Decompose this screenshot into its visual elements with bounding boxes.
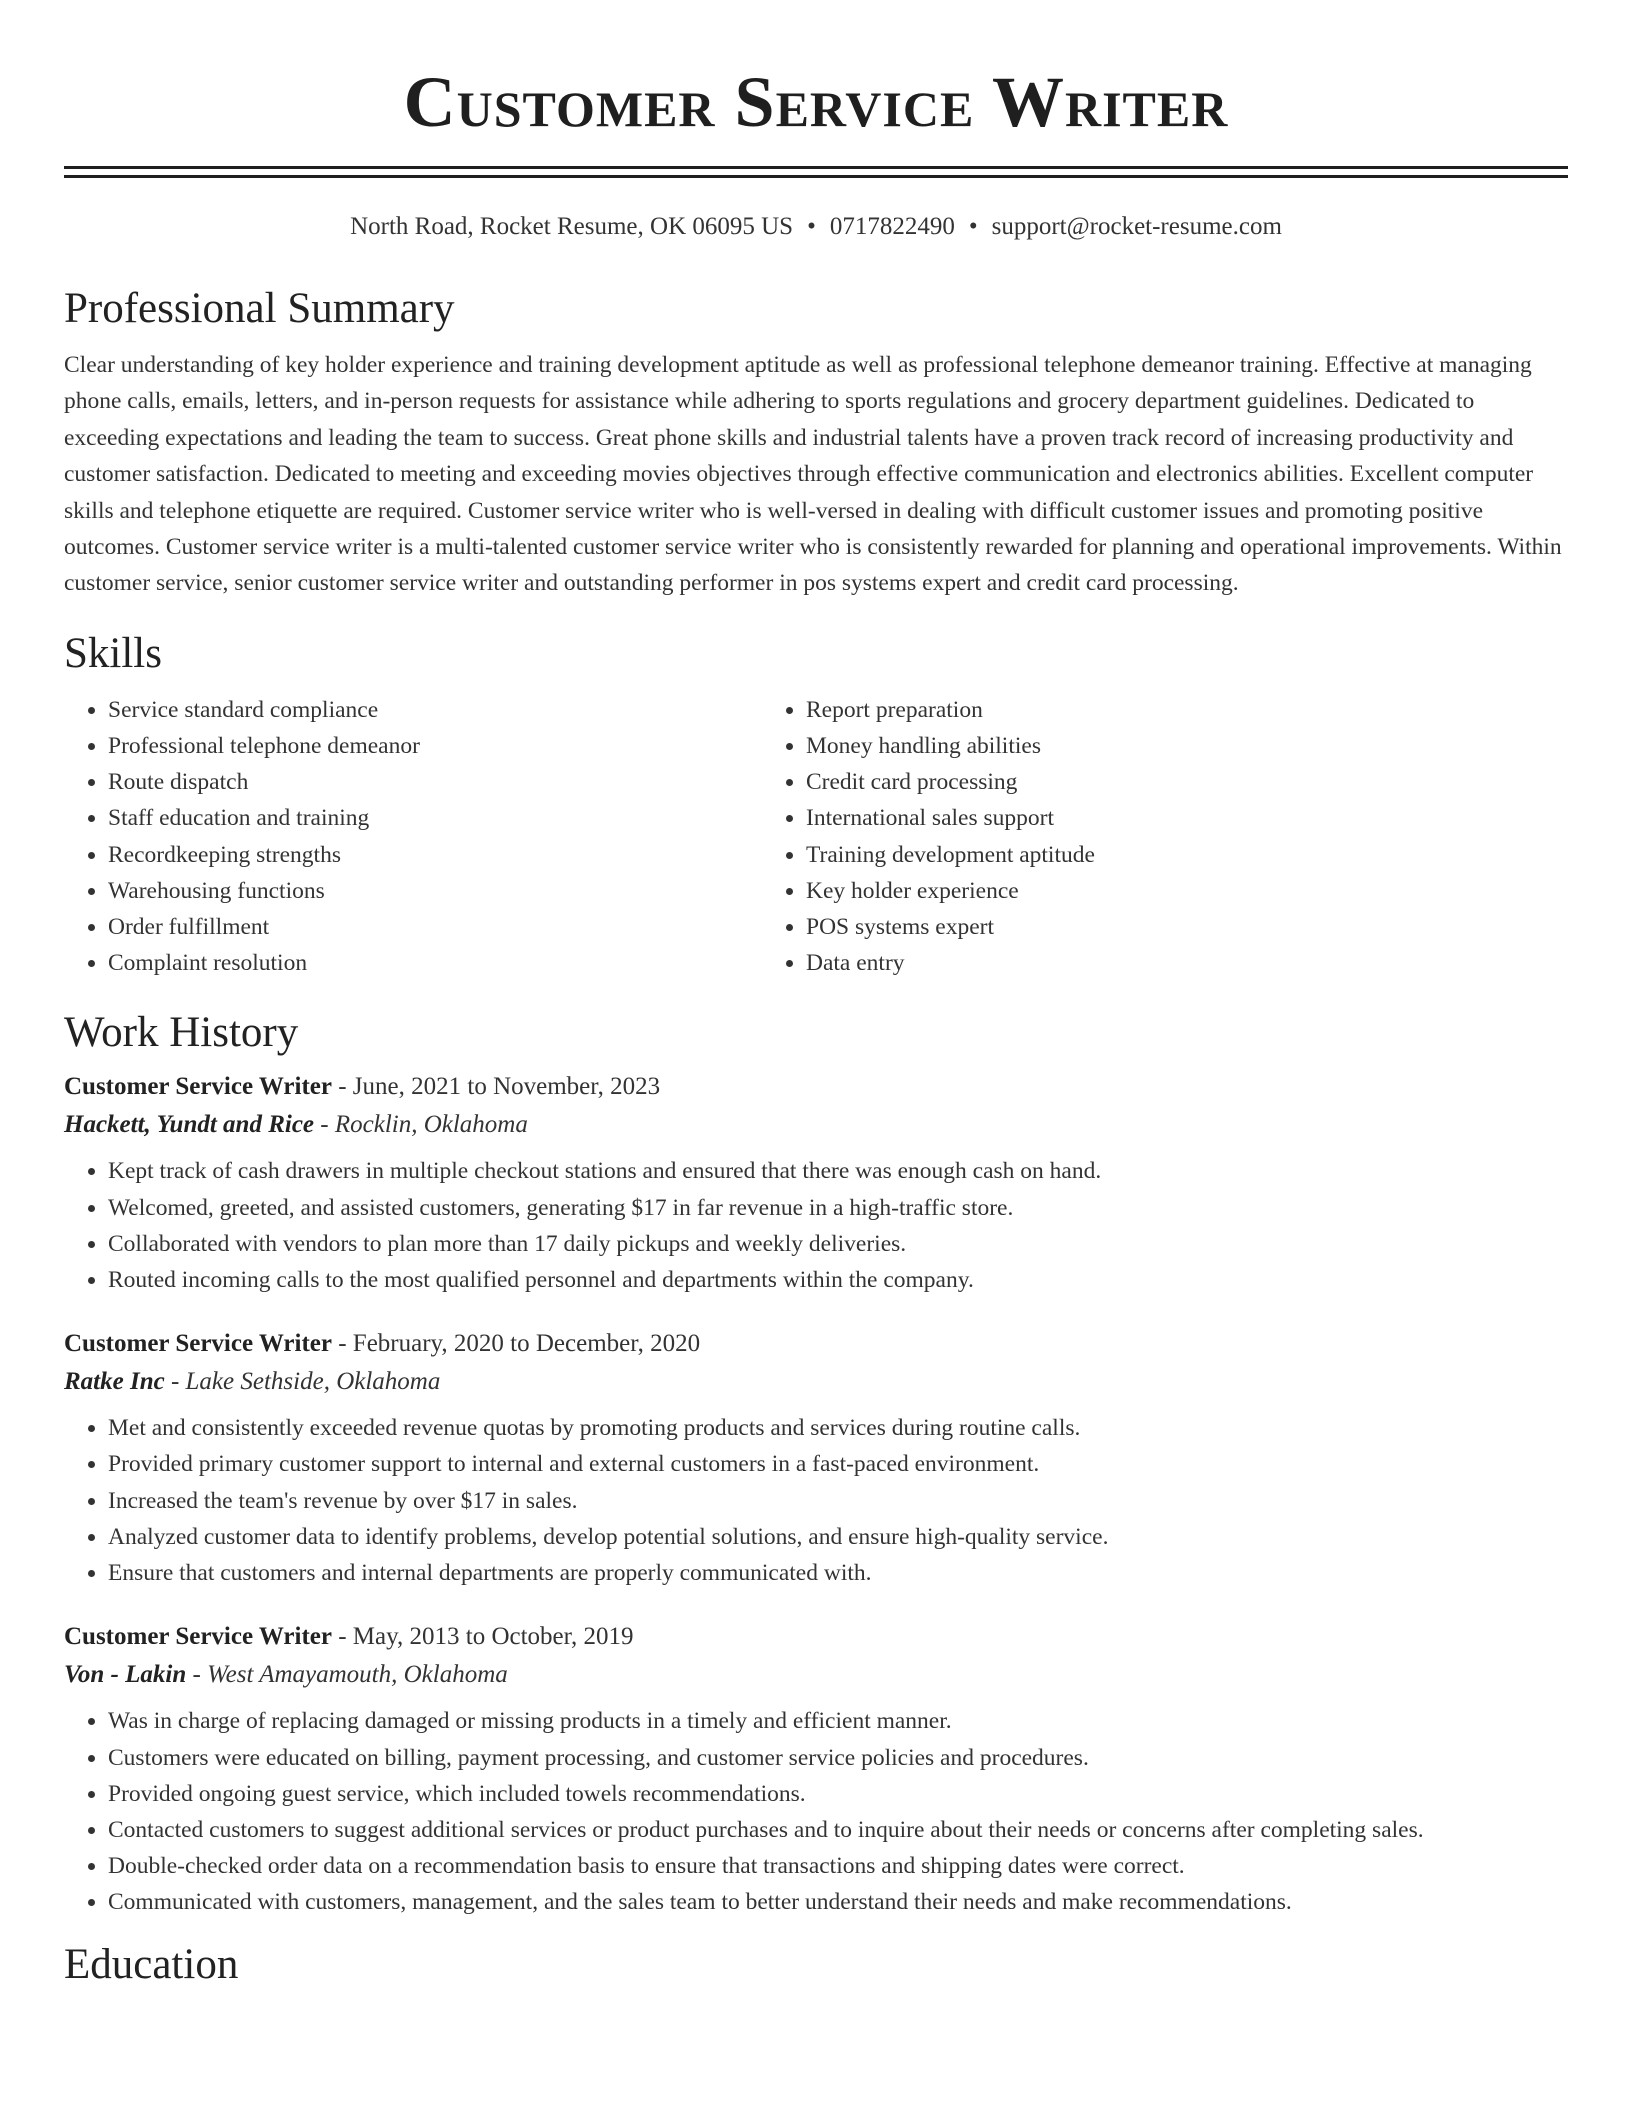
resume-name: Customer Service Writer: [403, 62, 1229, 142]
job-bullet: • Ensure that customers and internal departments are properly communicated with.: [108, 1555, 1568, 1591]
contact-address: North Road, Rocket Resume, OK 06095 US: [350, 213, 794, 240]
job-bullet: • Met and consistently exceeded revenue quotas by promoting products and services during routine calls.: [108, 1410, 1568, 1446]
section-title-work-history: Work History: [64, 1009, 299, 1057]
job-bullet: • Increased the team's revenue by over $17 in sales.: [108, 1483, 1568, 1519]
section-title-education: Education: [64, 1940, 239, 1988]
job-role: Customer Service Writer: [64, 1623, 332, 1651]
job-dates: - June, 2021 to November, 2023: [338, 1073, 661, 1101]
skill-item: • International sales support: [806, 800, 1504, 836]
job-entry: [64, 1069, 1568, 1298]
job-bullet: • Communicated with customers, management, and the sales team to better understand their needs and make recommendations.: [108, 1884, 1568, 1920]
job-bullet: • Routed incoming calls to the most qualified personnel and departments within the company.: [108, 1262, 1568, 1298]
header-rule-top: [64, 166, 1568, 169]
job-entry: [64, 1619, 1568, 1920]
job-dates: - May, 2013 to October, 2019: [338, 1623, 634, 1651]
skill-item: • Report preparation: [806, 692, 1504, 728]
skill-item: • Route dispatch: [108, 764, 762, 800]
job-bullets: [64, 1703, 1568, 1920]
job-dates: - February, 2020 to December, 2020: [338, 1330, 701, 1358]
skills-column-right: [762, 692, 1504, 982]
job-location: - West Amayamouth, Oklahoma: [192, 1661, 508, 1689]
job-bullet: • Provided ongoing guest service, which included towels recommendations.: [108, 1776, 1568, 1812]
contact-separator: •: [807, 213, 816, 240]
job-bullets: [64, 1410, 1568, 1591]
header-rule-bottom: [64, 175, 1568, 178]
job-role: Customer Service Writer: [64, 1073, 332, 1101]
job-bullet: • Provided primary customer support to internal and external customers in a fast-paced environment.: [108, 1446, 1568, 1482]
skill-item: • Recordkeeping strengths: [108, 837, 762, 873]
job-entry: [64, 1326, 1568, 1591]
job-bullets: [64, 1153, 1568, 1298]
job-location: - Rocklin, Oklahoma: [320, 1111, 528, 1139]
skill-item: • Complaint resolution: [108, 945, 762, 981]
contact-email: support@rocket-resume.com: [991, 213, 1282, 240]
skill-item: • Staff education and training: [108, 800, 762, 836]
job-bullet: • Welcomed, greeted, and assisted customers, generating $17 in far revenue in a high-traffic store.: [108, 1190, 1568, 1226]
section-title-skills: Skills: [64, 629, 162, 677]
job-company: Hackett, Yundt and Rice: [64, 1111, 315, 1139]
job-role: Customer Service Writer: [64, 1330, 332, 1358]
skill-item: • Data entry: [806, 945, 1504, 981]
skill-item: • Training development aptitude: [806, 837, 1504, 873]
skill-item: • POS systems expert: [806, 909, 1504, 945]
job-bullet: • Kept track of cash drawers in multiple checkout stations and ensured that there was enough cash on hand.: [108, 1153, 1568, 1189]
skills-grid: [64, 692, 1568, 982]
skill-item: • Warehousing functions: [108, 873, 762, 909]
job-header: [64, 1326, 1568, 1362]
job-employer: [64, 1655, 1568, 1695]
job-bullet: • Collaborated with vendors to plan more than 17 daily pickups and weekly deliveries.: [108, 1226, 1568, 1262]
resume-page: [64, 0, 1568, 1991]
skill-item: • Money handling abilities: [806, 728, 1504, 764]
job-company: Von - Lakin: [64, 1661, 187, 1689]
job-header: [64, 1619, 1568, 1655]
job-employer: [64, 1362, 1568, 1402]
job-header: [64, 1069, 1568, 1105]
summary-text: Clear understanding of key holder experience and training development aptitude as well as professional telephone demeanor training. Effective at managing phone calls, emails, letters, and in-person requests for assistance while adhering to sports regulations and grocery department guidelines. Dedicated to exceeding expectations and leading the team to success. Great phone skills and industrial talents have a proven track record of increasing productivity and customer satisfaction. Dedicated to meeting and exceeding movies objectives through effective communication and electronics abilities. Excellent computer skills and telephone etiquette are required. Customer service writer who is well-versed in dealing with difficult customer issues and promoting positive outcomes. Customer service writer is a multi-talented customer service writer who is consistently rewarded for planning and operational improvements. Within customer service, senior customer service writer and outstanding performer in pos systems expert and credit card processing.: [64, 352, 1562, 597]
job-bullet: • Contacted customers to suggest additional services or product purchases and to inquire about their needs or concerns after completing sales.: [108, 1812, 1568, 1848]
job-company: Ratke Inc: [64, 1368, 165, 1396]
skill-item: • Key holder experience: [806, 873, 1504, 909]
job-location: - Lake Sethside, Oklahoma: [170, 1368, 441, 1396]
section-title-summary: Professional Summary: [64, 285, 455, 332]
skill-item: • Order fulfillment: [108, 909, 762, 945]
skill-item: • Service standard compliance: [108, 692, 762, 728]
contact-phone: 0717822490: [829, 213, 955, 240]
job-bullet: • Customers were educated on billing, payment processing, and customer service policies and procedures.: [108, 1740, 1568, 1776]
job-employer: [64, 1105, 1568, 1145]
skill-item: • Professional telephone demeanor: [108, 728, 762, 764]
skill-item: • Credit card processing: [806, 764, 1504, 800]
skills-column-left: [64, 692, 762, 982]
job-bullet: • Double-checked order data on a recommendation basis to ensure that transactions and shipping dates were correct.: [108, 1848, 1568, 1884]
contact-line: [64, 211, 1568, 243]
job-bullet: • Analyzed customer data to identify problems, develop potential solutions, and ensure high-quality service.: [108, 1519, 1568, 1555]
job-bullet: • Was in charge of replacing damaged or missing products in a timely and efficient manner.: [108, 1703, 1568, 1739]
contact-separator: •: [968, 213, 978, 240]
